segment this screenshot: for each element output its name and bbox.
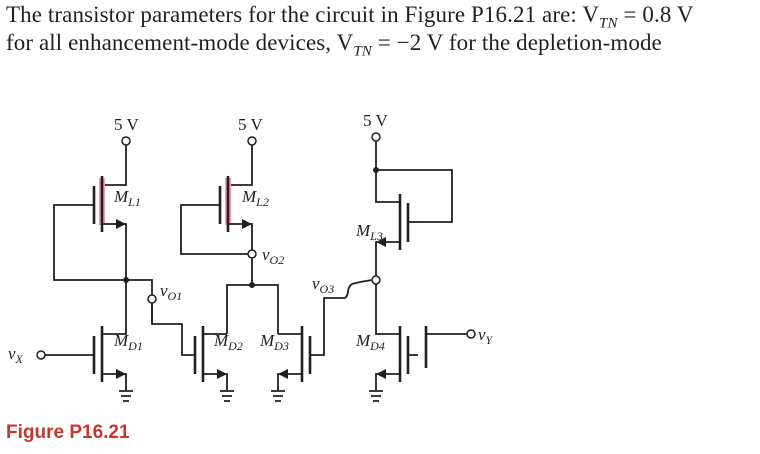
md3-arrow — [278, 369, 288, 379]
md3-gate-wire — [310, 298, 345, 355]
vy-label: $v_Y$ — [478, 325, 493, 347]
stage2-drain-dot — [249, 282, 255, 288]
vo2-terminal — [248, 250, 256, 258]
md3-label: $M_{D3}$ — [260, 331, 289, 353]
ground-icon-4 — [369, 391, 383, 401]
line1-subscript: TN — [599, 15, 618, 32]
ground-icon-2 — [220, 391, 234, 401]
ml3-source-wire — [376, 242, 399, 334]
ml2-gate-wire — [181, 205, 252, 254]
figure-caption: Figure P16.21 — [6, 422, 130, 443]
ml3-drain-wire — [376, 141, 399, 202]
md1-label: $M_{D1}$ — [114, 331, 143, 353]
ground-icon-1 — [119, 391, 133, 401]
md1-arrow — [116, 369, 126, 379]
md2-arrow — [217, 369, 227, 379]
line2-end: = −2 V for the depletion-mode — [371, 30, 662, 55]
vo3-lead — [345, 280, 372, 298]
md4-arrow — [376, 369, 386, 379]
stage2-drain-bus — [227, 285, 278, 334]
md4-source-wire — [376, 374, 399, 390]
ml2-label: $M_{L2}$ — [242, 187, 269, 209]
ground-icon-3 — [271, 391, 285, 401]
line2-start: for all enhancement-mode devices, V — [6, 30, 354, 55]
stage-3 — [312, 111, 494, 401]
line1-end: = 0.8 V — [617, 2, 694, 27]
md2-source-wire — [204, 374, 227, 390]
md2-label: $M_{D2}$ — [214, 331, 243, 353]
ml1-drain-wire — [103, 145, 126, 185]
supply-label-2: 5 V — [238, 115, 263, 134]
vo3-label: $v_{O3}$ — [312, 274, 335, 296]
vo1-terminal — [148, 295, 156, 303]
vo1-label: $v_{O1}$ — [160, 281, 183, 303]
ml1-source-wire — [103, 224, 126, 334]
line2-subscript: TN — [353, 43, 372, 60]
ml1-gate-wire — [54, 205, 126, 280]
ml3-gate-wire — [376, 170, 452, 222]
vo3-terminal — [372, 276, 380, 284]
ml1-label: $M_{L1}$ — [114, 187, 141, 209]
supply-terminal-1 — [122, 137, 130, 145]
vo1-wire — [126, 280, 152, 295]
vx-label: $v_X$ — [8, 344, 23, 366]
md4-label: $M_{D4}$ — [356, 331, 385, 353]
vx-terminal — [37, 351, 45, 359]
supply-label-3: 5 V — [363, 111, 388, 130]
md1-source-wire — [103, 374, 126, 390]
stage-2 — [152, 115, 345, 401]
ml2-drain-wire — [229, 145, 252, 185]
vo2-label: $v_{O2}$ — [262, 245, 285, 267]
line1-text: The transistor parameters for the circuit in Figure P16.21 are: V — [6, 2, 600, 27]
supply-terminal-2 — [248, 137, 256, 145]
md2-gate-wire — [152, 303, 195, 355]
ml1-arrow — [116, 219, 126, 229]
supply-terminal-3 — [372, 133, 380, 141]
ml2-arrow — [242, 219, 252, 229]
ml3-label: $M_{L3}$ — [356, 221, 383, 243]
stage-1 — [8, 115, 182, 401]
supply-label-1: 5 V — [114, 115, 139, 134]
md3-source-wire — [278, 374, 301, 390]
vy-terminal — [467, 330, 475, 338]
